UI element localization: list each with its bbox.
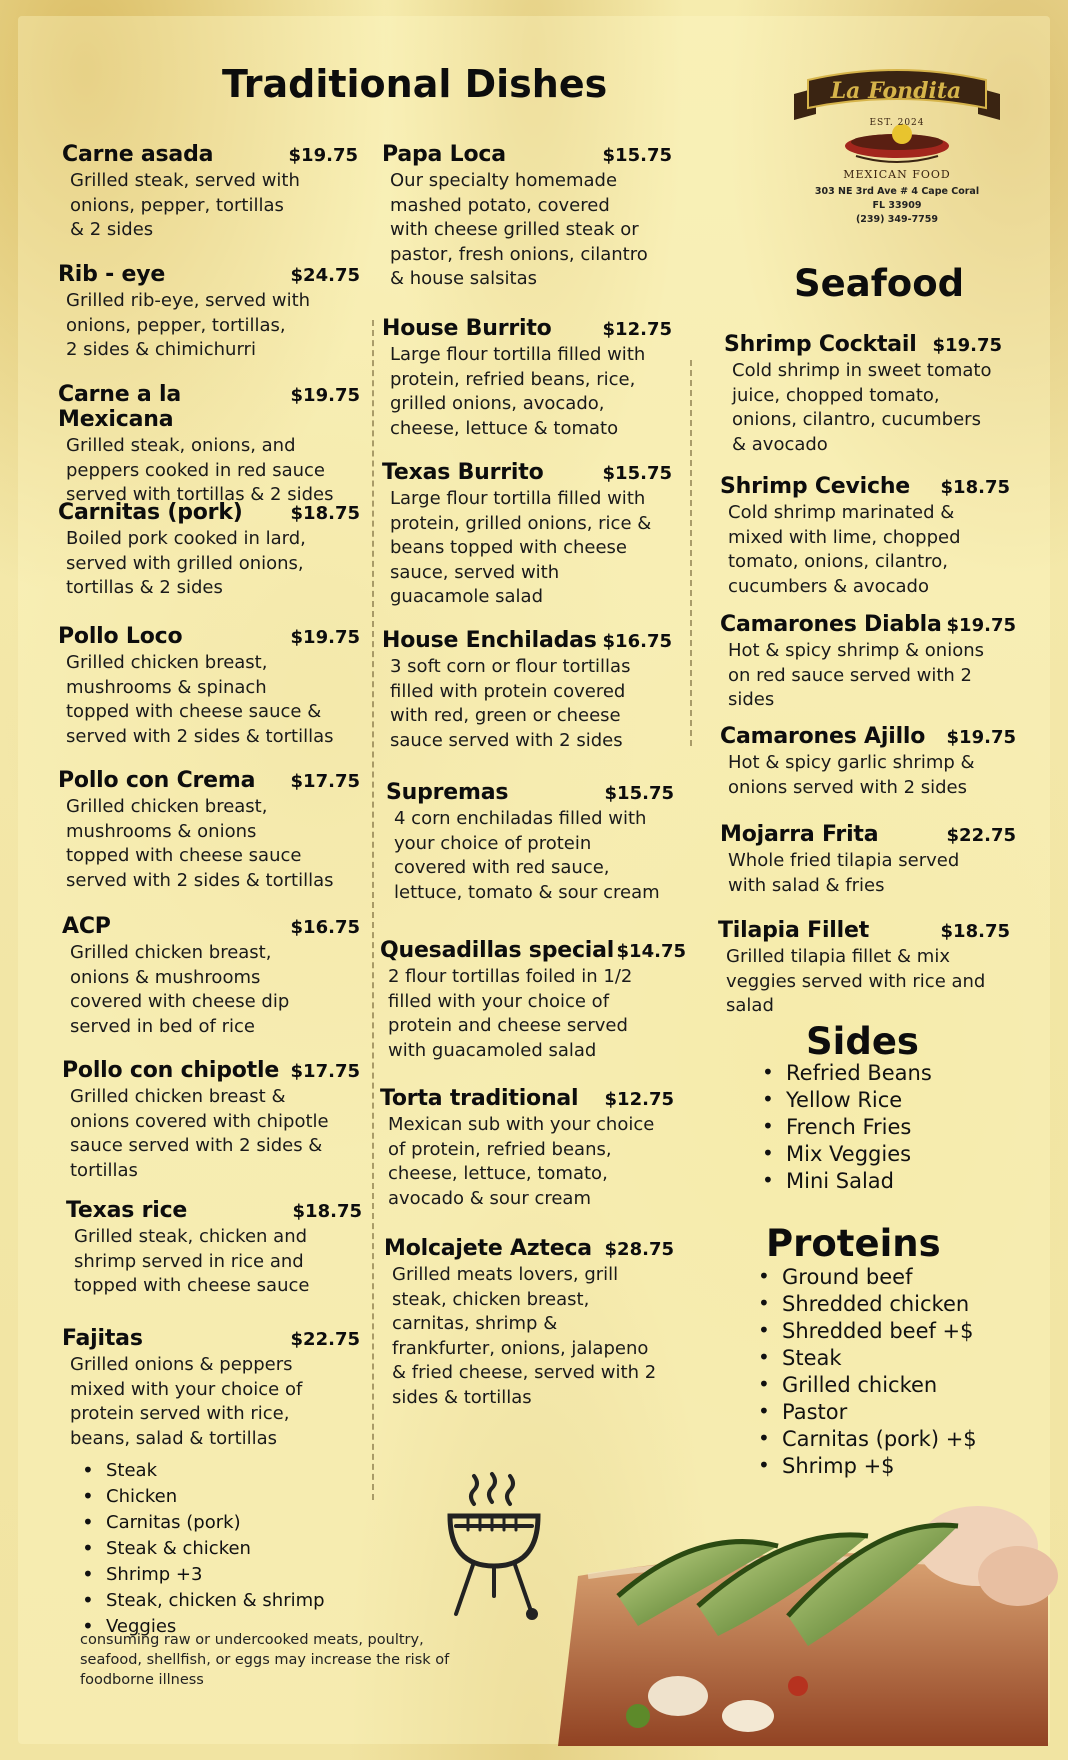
dish-header bbox=[58, 382, 360, 432]
dish-description-line: guacamole salad bbox=[390, 586, 543, 607]
dish-description-line: onions, pepper, tortillas bbox=[70, 194, 284, 216]
dish-header bbox=[58, 768, 360, 793]
proteins-title: Proteins bbox=[766, 1222, 941, 1265]
dish-description-line: of protein, refried beans, bbox=[388, 1138, 612, 1160]
dish-price: $19.75 bbox=[290, 627, 360, 648]
dish-name: Carnitas (pork) bbox=[58, 500, 243, 525]
dish-description-line: pastor, fresh onions, cilantro bbox=[390, 243, 648, 265]
dish-description bbox=[62, 169, 358, 243]
dish-price: $16.75 bbox=[290, 917, 360, 938]
dish-description-line: Hot & spicy garlic shrimp & bbox=[728, 752, 975, 773]
dish-description-line: sauce served with 2 sides & bbox=[70, 1135, 323, 1156]
dish-header bbox=[382, 142, 672, 167]
dish-description-line: protein, grilled onions, rice & bbox=[390, 512, 652, 534]
dish-description-line: served with tortillas & 2 sides bbox=[66, 484, 334, 505]
ceviche-photo-icon bbox=[548, 1506, 1068, 1746]
fajitas-options bbox=[76, 1458, 376, 1640]
dish-description-line: peppers cooked in red sauce bbox=[66, 459, 325, 481]
dish-house-burrito bbox=[382, 316, 672, 441]
dish-carnitas bbox=[58, 500, 360, 601]
dish-pollo-con-chipotle bbox=[62, 1058, 360, 1183]
disclaimer-line: foodborne illness bbox=[80, 1672, 204, 1688]
dish-price: $17.75 bbox=[290, 771, 360, 792]
dish-description bbox=[720, 751, 1016, 800]
dish-description bbox=[58, 527, 360, 601]
dish-header bbox=[386, 780, 674, 805]
dish-header bbox=[380, 1086, 674, 1111]
dish-name: Papa Loca bbox=[382, 142, 506, 167]
dish-description-line: served with grilled onions, bbox=[66, 552, 304, 574]
dish-price: $19.75 bbox=[288, 145, 358, 166]
dish-description-line: onions & mushrooms bbox=[70, 966, 261, 988]
protein-item: • Carnitas (pork) +$ bbox=[752, 1426, 1022, 1453]
dish-description bbox=[66, 1225, 362, 1299]
dish-price: $17.75 bbox=[290, 1061, 360, 1082]
dish-fajitas bbox=[62, 1326, 360, 1451]
dish-description-line: Grilled chicken breast & bbox=[70, 1086, 286, 1107]
dish-description-line: Grilled chicken breast, bbox=[66, 652, 268, 673]
dish-name: Pollo con chipotle bbox=[62, 1058, 280, 1083]
dish-description-line: onions, pepper, tortillas, bbox=[66, 314, 286, 336]
dish-price: $24.75 bbox=[290, 265, 360, 286]
dish-description bbox=[380, 1113, 674, 1211]
dish-description-line: Grilled rib-eye, served with bbox=[66, 290, 311, 311]
dish-name: Mojarra Frita bbox=[720, 822, 879, 847]
dish-description-line: mixed with lime, chopped bbox=[728, 526, 961, 548]
protein-item: • Steak bbox=[752, 1345, 1022, 1372]
dish-description-line: topped with cheese sauce & bbox=[66, 701, 322, 722]
dish-house-enchiladas bbox=[382, 628, 672, 753]
sides-list bbox=[756, 1060, 1016, 1195]
logo-address: 303 NE 3rd Ave # 4 Cape Coral bbox=[814, 186, 980, 197]
dish-description-line: shrimp served in rice and bbox=[74, 1250, 304, 1272]
dish-description-line: carnitas, shrimp & bbox=[392, 1313, 558, 1334]
dish-description-line: sides bbox=[728, 689, 775, 710]
dish-texas-burrito bbox=[382, 460, 672, 610]
dish-description-line: 4 corn enchiladas filled with bbox=[394, 808, 647, 829]
seafood-title: Seafood bbox=[794, 262, 965, 305]
dish-price: $18.75 bbox=[292, 1201, 362, 1222]
dish-price: $22.75 bbox=[290, 1329, 360, 1350]
dish-description-line: avocado & sour cream bbox=[388, 1187, 592, 1209]
dish-price: $14.75 bbox=[616, 941, 686, 962]
dish-camarones-ajillo bbox=[720, 724, 1016, 800]
dish-description-line: topped with cheese sauce bbox=[74, 1275, 310, 1296]
protein-item: • Shredded chicken bbox=[752, 1291, 1022, 1318]
dish-price: $19.75 bbox=[932, 335, 1002, 356]
dish-price: $15.75 bbox=[604, 783, 674, 804]
side-item: • Yellow Rice bbox=[756, 1087, 1016, 1114]
dish-description-line: protein, refried beans, rice, bbox=[390, 368, 636, 390]
dish-description-line: Grilled meats lovers, grill bbox=[392, 1264, 619, 1285]
dish-header bbox=[382, 628, 672, 653]
dish-description-line: sauce served with 2 sides bbox=[390, 729, 623, 751]
dish-description-line: cucumbers & avocado bbox=[728, 575, 929, 597]
dish-description-line: beans, salad & tortillas bbox=[70, 1427, 278, 1449]
column-divider bbox=[372, 320, 374, 1500]
sides-title: Sides bbox=[806, 1020, 919, 1063]
logo-city: FL 33909 bbox=[872, 200, 922, 211]
dish-name: Tilapia Fillet bbox=[718, 918, 870, 943]
dish-header bbox=[62, 142, 358, 167]
dish-price: $28.75 bbox=[604, 1239, 674, 1260]
dish-price: $19.75 bbox=[946, 727, 1016, 748]
dish-description bbox=[384, 1263, 674, 1410]
dish-price: $12.75 bbox=[602, 319, 672, 340]
dish-supremas bbox=[386, 780, 674, 905]
dish-description-line: onions covered with chipotle bbox=[70, 1110, 329, 1132]
dish-description-line: onions served with 2 sides bbox=[728, 776, 968, 798]
side-item: • Mix Veggies bbox=[756, 1141, 1016, 1168]
dish-description-line: tomato, onions, cilantro, bbox=[728, 551, 948, 572]
dish-description-line: sauce, served with bbox=[390, 561, 560, 583]
dish-rib-eye bbox=[58, 262, 360, 363]
dish-description-line: mixed with your choice of bbox=[70, 1378, 303, 1400]
dish-description-line: with salad & fries bbox=[728, 874, 885, 896]
dish-description-line: mushrooms & spinach bbox=[66, 676, 267, 698]
dish-description-line: your choice of protein bbox=[394, 832, 592, 854]
proteins-list bbox=[752, 1264, 1022, 1480]
dish-description-line: onions, cilantro, cucumbers bbox=[732, 409, 981, 430]
dish-description bbox=[58, 651, 360, 749]
dish-price: $15.75 bbox=[602, 145, 672, 166]
side-item: • French Fries bbox=[756, 1114, 1016, 1141]
dish-description-line: lettuce, tomato & sour cream bbox=[394, 881, 660, 903]
dish-description-line: cheese, lettuce & tomato bbox=[390, 417, 619, 439]
dish-description-line: salad bbox=[726, 995, 774, 1016]
dish-description-line: 3 soft corn or flour tortillas bbox=[390, 656, 631, 677]
dish-name: Pollo con Crema bbox=[58, 768, 256, 793]
dish-description bbox=[58, 795, 360, 893]
dish-description bbox=[58, 289, 360, 363]
dish-name: Quesadillas special bbox=[380, 938, 615, 963]
dish-description bbox=[720, 849, 1016, 898]
dish-name: Pollo Loco bbox=[58, 624, 183, 649]
dish-description-line: served in bed of rice bbox=[70, 1015, 255, 1037]
protein-item: • Grilled chicken bbox=[752, 1372, 1022, 1399]
dish-mojarra-frita bbox=[720, 822, 1016, 898]
dish-description-line: Large flour tortilla filled with bbox=[390, 344, 646, 365]
dish-description bbox=[724, 359, 1002, 457]
dish-name: Carne a la Mexicana bbox=[58, 382, 181, 432]
dish-header bbox=[720, 822, 1016, 847]
dish-header bbox=[382, 316, 672, 341]
dish-header bbox=[720, 612, 1016, 637]
logo-subtitle: MEXICAN FOOD bbox=[843, 168, 951, 181]
dish-description-line: Cold shrimp marinated & bbox=[728, 502, 955, 523]
dish-price: $19.75 bbox=[290, 385, 360, 406]
dish-header bbox=[718, 918, 1010, 943]
page-title: Traditional Dishes bbox=[222, 62, 608, 106]
dish-description-line: Our specialty homemade bbox=[390, 170, 618, 191]
logo bbox=[786, 64, 1008, 244]
dish-description-line: with guacamoled salad bbox=[388, 1039, 597, 1061]
dish-description bbox=[380, 965, 686, 1063]
dish-description-line: cheese, lettuce, tomato, bbox=[388, 1163, 608, 1184]
dish-price: $18.75 bbox=[290, 503, 360, 524]
dish-papa-loca bbox=[382, 142, 672, 292]
dish-description-line: & house salsitas bbox=[390, 268, 538, 289]
dish-name: House Burrito bbox=[382, 316, 552, 341]
dish-description-line: served with 2 sides & tortillas bbox=[66, 725, 334, 747]
dish-description-line: mushrooms & onions bbox=[66, 820, 257, 842]
side-item: • Refried Beans bbox=[756, 1060, 1016, 1087]
dish-carne-asada bbox=[62, 142, 358, 243]
dish-description bbox=[382, 487, 672, 610]
dish-description bbox=[382, 655, 672, 753]
logo-name: La Fondita bbox=[830, 78, 962, 104]
dish-texas-rice bbox=[66, 1198, 362, 1299]
dish-description-line: on red sauce served with 2 bbox=[728, 664, 972, 686]
fajitas-option-item: • Steak, chicken & shrimp bbox=[76, 1588, 376, 1614]
dish-header bbox=[58, 500, 360, 525]
dish-description-line: Grilled onions & peppers bbox=[70, 1354, 293, 1375]
dish-shrimp-ceviche bbox=[720, 474, 1010, 599]
dish-description-line: Grilled steak, onions, and bbox=[66, 435, 296, 456]
dish-torta-traditional bbox=[380, 1086, 674, 1211]
dish-header bbox=[720, 724, 1016, 749]
dish-name: Camarones Diabla bbox=[720, 612, 942, 637]
dish-description bbox=[58, 434, 360, 508]
dish-price: $18.75 bbox=[940, 921, 1010, 942]
dish-description-line: topped with cheese sauce bbox=[66, 845, 302, 866]
dish-price: $19.75 bbox=[946, 615, 1016, 636]
dish-description-line: steak, chicken breast, bbox=[392, 1288, 590, 1310]
dish-description-line: Grilled tilapia fillet & mix bbox=[726, 946, 950, 967]
dish-description-line: served with 2 sides & tortillas bbox=[66, 869, 334, 891]
dish-description bbox=[62, 1353, 360, 1451]
dish-description-line: & fried cheese, served with 2 bbox=[392, 1362, 657, 1383]
dish-description-line: mashed potato, covered bbox=[390, 194, 610, 216]
dish-name: Torta traditional bbox=[380, 1086, 579, 1111]
dish-description-line: Mexican sub with your choice bbox=[388, 1114, 655, 1135]
dish-header bbox=[58, 624, 360, 649]
dish-quesadillas-special bbox=[380, 938, 686, 1063]
disclaimer-line: seafood, shellfish, or eggs may increase the risk of bbox=[80, 1652, 450, 1668]
dish-name: Molcajete Azteca bbox=[384, 1236, 592, 1261]
fajitas-option-item: • Chicken bbox=[76, 1484, 376, 1510]
dish-description-line: Large flour tortilla filled with bbox=[390, 488, 646, 509]
dish-description-line: Grilled steak, served with bbox=[70, 170, 300, 191]
dish-name: Fajitas bbox=[62, 1326, 143, 1351]
dish-price: $15.75 bbox=[602, 463, 672, 484]
dish-description-line: & 2 sides bbox=[70, 219, 154, 240]
dish-name: Shrimp Ceviche bbox=[720, 474, 911, 499]
dish-description-line: filled with your choice of bbox=[388, 990, 610, 1012]
dish-description-line: protein served with rice, bbox=[70, 1403, 290, 1424]
dish-description bbox=[720, 501, 1010, 599]
dish-molcajete-azteca bbox=[384, 1236, 674, 1410]
dish-acp bbox=[62, 914, 360, 1039]
dish-description-line: tortillas & 2 sides bbox=[66, 577, 223, 598]
dish-header bbox=[380, 938, 686, 963]
column-divider bbox=[690, 360, 692, 746]
dish-description bbox=[62, 1085, 360, 1183]
dish-carne-a-la-mexicana bbox=[58, 382, 360, 508]
dish-description-line: sides & tortillas bbox=[392, 1386, 532, 1408]
protein-item: • Shrimp +$ bbox=[752, 1453, 1022, 1480]
dish-tilapia-fillet bbox=[718, 918, 1010, 1019]
disclaimer bbox=[80, 1630, 520, 1690]
fajitas-option-item: • Veggies bbox=[76, 1614, 376, 1640]
dish-description-line: Grilled chicken breast, bbox=[70, 942, 272, 963]
dish-description-line: covered with cheese dip bbox=[70, 991, 290, 1012]
fajitas-option-item: • Shrimp +3 bbox=[76, 1562, 376, 1588]
dish-pollo-con-crema bbox=[58, 768, 360, 893]
dish-description-line: with cheese grilled steak or bbox=[390, 219, 639, 240]
dish-name: Rib - eye bbox=[58, 262, 166, 287]
dish-description bbox=[386, 807, 674, 905]
dish-price: $16.75 bbox=[602, 631, 672, 652]
dish-description bbox=[718, 945, 1010, 1019]
dish-description bbox=[62, 941, 360, 1039]
dish-description-line: 2 sides & chimichurri bbox=[66, 339, 256, 360]
dish-description bbox=[720, 639, 1016, 713]
dish-description-line: Whole fried tilapia served bbox=[728, 850, 960, 871]
dish-description-line: & avocado bbox=[732, 433, 828, 455]
logo-phone: (239) 349-7759 bbox=[855, 214, 939, 225]
dish-name: Texas Burrito bbox=[382, 460, 544, 485]
dish-description bbox=[382, 169, 672, 292]
dish-header bbox=[62, 1058, 360, 1083]
dish-description-line: filled with protein covered bbox=[390, 680, 626, 702]
dish-header bbox=[58, 262, 360, 287]
fajitas-option-item: • Carnitas (pork) bbox=[76, 1510, 376, 1536]
dish-header bbox=[384, 1236, 674, 1261]
dish-price: $22.75 bbox=[946, 825, 1016, 846]
fajitas-option-item: • Steak & chicken bbox=[76, 1536, 376, 1562]
logo-est: EST. 2024 bbox=[869, 118, 925, 128]
dish-description-line: 2 flour tortillas foiled in 1/2 bbox=[388, 966, 633, 987]
dish-header bbox=[720, 474, 1010, 499]
dish-description-line: with red, green or cheese bbox=[390, 705, 621, 726]
dish-name: House Enchiladas bbox=[382, 628, 597, 653]
dish-price: $18.75 bbox=[940, 477, 1010, 498]
dish-description-line: protein and cheese served bbox=[388, 1015, 628, 1036]
dish-name: Camarones Ajillo bbox=[720, 724, 926, 749]
grill-icon bbox=[434, 1470, 554, 1620]
dish-description-line: veggies served with rice and bbox=[726, 970, 986, 992]
dish-camarones-diabla bbox=[720, 612, 1016, 713]
protein-item: • Ground beef bbox=[752, 1264, 1022, 1291]
dish-header bbox=[66, 1198, 362, 1223]
dish-shrimp-cocktail bbox=[724, 332, 1002, 457]
dish-price: $12.75 bbox=[604, 1089, 674, 1110]
dish-header bbox=[382, 460, 672, 485]
dish-description-line: Grilled chicken breast, bbox=[66, 796, 268, 817]
dish-description-line: grilled onions, avocado, bbox=[390, 393, 605, 414]
dish-name: Shrimp Cocktail bbox=[724, 332, 917, 357]
protein-item: • Pastor bbox=[752, 1399, 1022, 1426]
disclaimer-line: consuming raw or undercooked meats, poultry, bbox=[80, 1632, 424, 1648]
side-item: • Mini Salad bbox=[756, 1168, 1016, 1195]
dish-name: ACP bbox=[62, 914, 111, 939]
dish-name: Texas rice bbox=[66, 1198, 188, 1223]
dish-description-line: Grilled steak, chicken and bbox=[74, 1226, 308, 1247]
dish-name: Supremas bbox=[386, 780, 509, 805]
dish-description-line: Cold shrimp in sweet tomato bbox=[732, 360, 992, 381]
dish-name: Carne asada bbox=[62, 142, 214, 167]
dish-pollo-loco bbox=[58, 624, 360, 749]
fajitas-option-item: • Steak bbox=[76, 1458, 376, 1484]
dish-description-line: Boiled pork cooked in lard, bbox=[66, 528, 306, 549]
dish-description-line: Hot & spicy shrimp & onions bbox=[728, 640, 985, 661]
dish-description bbox=[382, 343, 672, 441]
dish-description-line: beans topped with cheese bbox=[390, 537, 627, 558]
dish-description-line: frankfurter, onions, jalapeno bbox=[392, 1337, 649, 1359]
dish-header bbox=[62, 1326, 360, 1351]
dish-description-line: covered with red sauce, bbox=[394, 857, 610, 878]
protein-item: • Shredded beef +$ bbox=[752, 1318, 1022, 1345]
dish-description-line: juice, chopped tomato, bbox=[732, 384, 940, 406]
dish-description-line: tortillas bbox=[70, 1159, 138, 1181]
dish-header bbox=[62, 914, 360, 939]
dish-header bbox=[724, 332, 1002, 357]
